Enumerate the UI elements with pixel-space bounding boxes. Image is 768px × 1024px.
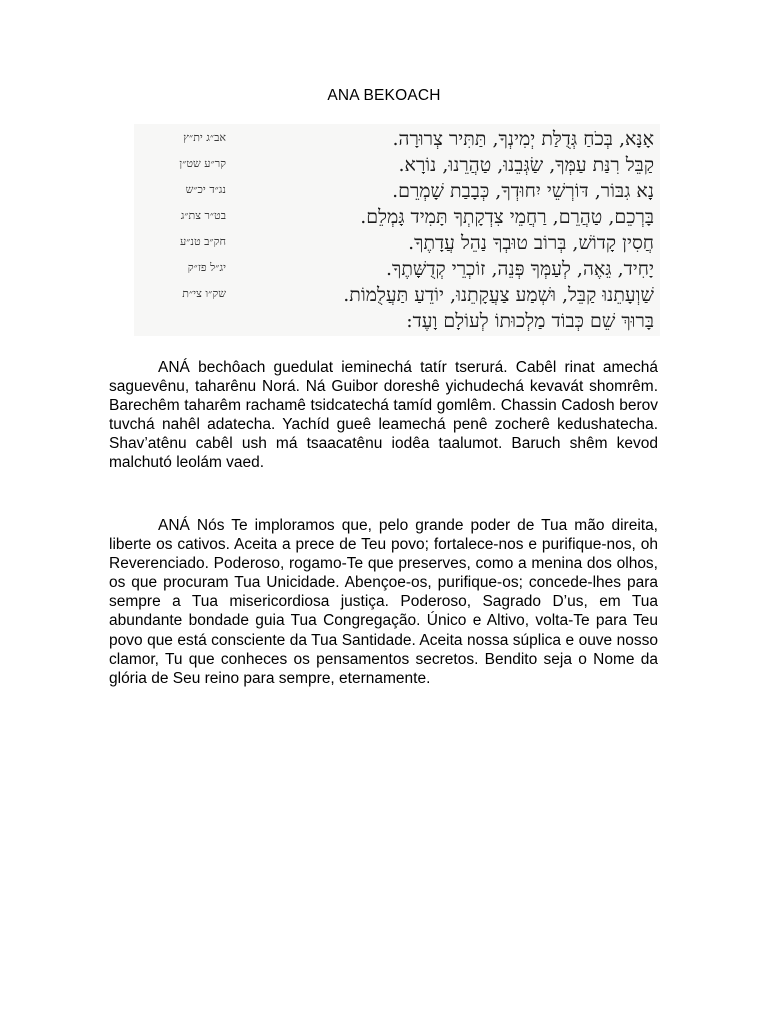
transliteration-paragraph: ANÁ bechôach guedulat ieminechá tatír tserurá. Cabêl rinat amechá saguevênu, taharênu Norá. Ná Guibor doreshê yichudechá kevavát shomrêm. Barechêm taharêm rachamê tsidcatechá tamíd gomlêm. Chassin Cadosh berov tuvchá nahêl adatecha. Yachíd gueê leamechá penê zocherê kedushatecha. Shav’atênu cabêl ush má tsaacatênu iodêa taalumot. Baruch shêm kevod malchutó leolám vaed. <box>109 359 658 472</box>
prayer-line-text: חֲסִין קָדוֹשׁ, בְּרוֹב טוּבְךָ נַהֵל עֲדָתֶךָ. <box>408 232 654 254</box>
prayer-line-label: נג״ד יכ״ש <box>185 183 226 196</box>
hebrew-prayer-image <box>134 124 660 336</box>
prayer-line-label: אב״ג ית״ץ <box>183 131 226 144</box>
prayer-line-text: קַבֵּל רִנַּת עַמְּךָ, שַׂגְּבֵנוּ, טַהֲרֵנוּ, נוֹרָא. <box>398 154 654 176</box>
prayer-line <box>134 152 660 178</box>
prayer-line-text: שַׁוְעָתֵנוּ קַבֵּל, וּשְׁמַע צַעֲקָתֵנוּ, יוֹדֵעַ תַּעֲלֻמוֹת. <box>343 284 654 306</box>
prayer-line <box>134 256 660 282</box>
prayer-line-text: בָּרְכֵם, טַהֲרֵם, רַחֲמֵי צִדְקָתְךָ תָּמִיד גָּמְלֵם. <box>360 206 654 228</box>
prayer-line <box>134 230 660 256</box>
prayer-line-label: בט״ר צת״ג <box>180 209 226 222</box>
prayer-line <box>134 178 660 204</box>
prayer-line <box>134 126 660 152</box>
prayer-line-text: נָא גִבּוֹר, דּוֹרְשֵׁי יִחוּדְךָ, כְּבָבַת שָׁמְרֵם. <box>392 180 654 202</box>
prayer-line-text: יָחִיד, גֵּאֶה, לְעַמְּךָ פְּנֵה, זוֹכְרֵי קְדֻשָּׁתֶךָ. <box>385 258 654 280</box>
prayer-line-label: יג״ל פז״ק <box>187 261 226 274</box>
prayer-line-label: חק״ב טנ״ע <box>180 235 226 248</box>
translation-paragraph: ANÁ Nós Te imploramos que, pelo grande poder de Tua mão direita, liberte os cativos. Aceita a prece de Teu povo; fortalece-nos e purifique-nos, oh Reverenciado. Poderoso, rogamo-Te que preserves, como a menina dos olhos, os que procuram Tua Unicidade. Abençoe-os, purifique-os; concede-lhes para sempre a Tua misericordiosa justiça. Poderoso, Sagrado D’us, em Tua abundante bondade guia Tua Congregação. Único e Altivo, volta-Te para Teu povo que está consciente da Tua Santidade. Aceita nossa súplica e ouve nosso clamor, Tu que conheces os pensamentos secretos. Bendito seja o Nome da glória de Seu reino para sempre, eternamente. <box>109 517 658 687</box>
document-title: ANA BEKOACH <box>327 87 441 104</box>
prayer-line-label: קר״ע שט״ן <box>179 157 226 170</box>
prayer-line <box>134 204 660 230</box>
prayer-line-text: אָנָּא, בְּכֹחַ גְּדֻלַּת יְמִינְךָ, תַּתִּיר צְרוּרָה. <box>392 128 654 150</box>
prayer-line <box>134 282 660 308</box>
prayer-line-label: שק״ו צי״ת <box>182 287 226 300</box>
prayer-line <box>134 308 660 334</box>
prayer-line-text: בָּרוּךְ שֵׁם כְּבוֹד מַלְכוּתוֹ לְעוֹלָם וָעֶד: <box>406 310 654 332</box>
